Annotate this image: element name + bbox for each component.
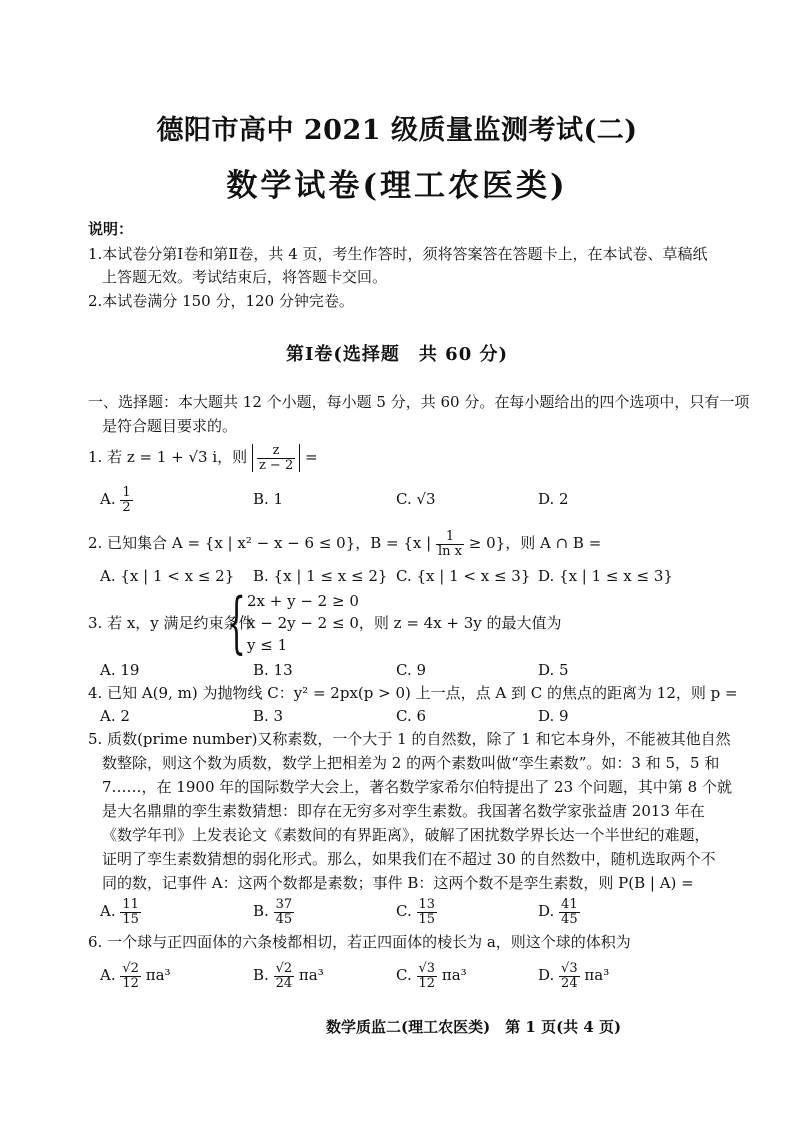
q6-option-c-den: 12 bbox=[418, 975, 436, 991]
q5-line-6: 证明了孪生素数猜想的弱化形式。那么，如果我们在不超过 30 的自然数中，随机选取两个不 bbox=[102, 850, 716, 868]
q6-option-a-tail: πa³ bbox=[145, 966, 171, 985]
q3-option-c: C. 9 bbox=[396, 661, 427, 679]
q6-option-b bbox=[253, 962, 324, 990]
notes-line-3: 2.本试卷满分 150 分，120 分钟完卷。 bbox=[88, 292, 354, 310]
q1-frac-den: z − 2 bbox=[258, 457, 294, 473]
q5-option-a-label: A. bbox=[100, 902, 116, 921]
question-6-stem: 6. 一个球与正四面体的六条棱都相切，若正四面体的棱长为 a，则这个球的体积为 bbox=[88, 933, 631, 951]
q2-frac-num: 1 bbox=[436, 530, 464, 545]
q6-option-c-tail: πa³ bbox=[441, 966, 467, 985]
q6-option-b-den: 24 bbox=[275, 975, 293, 991]
q1-abs-value bbox=[252, 444, 300, 472]
notes-heading: 说明： bbox=[88, 220, 134, 238]
q6-option-d bbox=[538, 962, 609, 990]
q6-option-c-num: √3 bbox=[418, 961, 436, 976]
q6-option-b-num: √2 bbox=[275, 961, 293, 976]
q6-option-a-label: A. bbox=[100, 966, 116, 985]
q5-option-c-num: 13 bbox=[418, 897, 436, 912]
q2-frac-den: ln x bbox=[438, 543, 462, 559]
q1-option-a-num: 1 bbox=[122, 485, 131, 500]
q6-option-c-frac bbox=[417, 962, 438, 990]
q5-option-d-label: D. bbox=[538, 902, 555, 921]
q6-option-a-num: √2 bbox=[122, 961, 139, 976]
q4-option-a: A. 2 bbox=[100, 707, 130, 725]
q6-option-b-tail: πa³ bbox=[298, 966, 324, 985]
q5-option-d-num: 41 bbox=[561, 897, 578, 912]
q5-line-7: 同的数，记事件 A：这两个数都是素数；事件 B：这两个数不是孪生素数，则 P(B | A) = bbox=[102, 874, 694, 892]
q6-option-a-den: 12 bbox=[122, 975, 139, 991]
q5-option-b bbox=[253, 898, 294, 926]
q5-option-b-den: 45 bbox=[275, 911, 293, 927]
q4-option-d: D. 9 bbox=[538, 707, 569, 725]
q5-option-d-frac bbox=[559, 898, 580, 926]
q2-stem-end: ≥ 0}，则 A ∩ B = bbox=[468, 534, 602, 553]
question-3-prefix: 3. 若 x，y 满足约束条件 bbox=[88, 614, 254, 632]
q6-option-c-label: C. bbox=[396, 966, 412, 985]
q2-option-b: B. {x | 1 ≤ x ≤ 2} bbox=[253, 567, 388, 585]
q1-stem-text: 1. 若 z = 1 + √3 i，则 bbox=[88, 448, 248, 467]
notes-line-1: 1.本试卷分第Ⅰ卷和第Ⅱ卷，共 4 页，考生作答时，须将答案答在答题卡上，在本试卷、草稿纸 bbox=[88, 245, 708, 263]
q2-option-c: C. {x | 1 < x ≤ 3} bbox=[396, 567, 531, 585]
q4-option-c: C. 6 bbox=[396, 707, 427, 725]
q1-option-a bbox=[100, 486, 133, 514]
page-footer: 数学质监二(理工农医类) 第 1 页(共 4 页) bbox=[326, 1018, 622, 1036]
exam-subtitle: 数学试卷(理工农医类) bbox=[226, 168, 568, 204]
q3-option-d: D. 5 bbox=[538, 661, 569, 679]
q1-fraction bbox=[257, 444, 295, 472]
q5-option-a bbox=[100, 898, 141, 926]
q6-option-b-label: B. bbox=[253, 966, 269, 985]
q5-option-b-label: B. bbox=[253, 902, 269, 921]
q5-line-4: 是大名鼎鼎的孪生素数猜想：即存在无穷多对孪生素数。我国著名数学家张益唐 2013 年在 bbox=[102, 802, 705, 820]
q5-option-c-den: 15 bbox=[418, 911, 436, 927]
q1-option-d: D. 2 bbox=[538, 490, 569, 508]
q6-option-d-frac bbox=[559, 962, 580, 990]
notes-line-2: 上答题无效。考试结束后，将答题卡交回。 bbox=[102, 268, 388, 286]
q5-option-a-den: 15 bbox=[122, 911, 139, 927]
q2-option-a: A. {x | 1 < x ≤ 2} bbox=[100, 567, 235, 585]
q6-option-a-frac bbox=[120, 962, 141, 990]
part1-line-2: 是符合题目要求的。 bbox=[102, 417, 238, 435]
q5-line-2: 数整除，则这个数为质数，数学上把相差为 2 的两个素数叫做“孪生素数”。如：3 和 5，5 和 bbox=[102, 754, 720, 772]
q2-fraction bbox=[436, 530, 464, 558]
q6-option-b-frac bbox=[274, 962, 295, 990]
q6-option-c bbox=[396, 962, 467, 990]
q6-option-d-label: D. bbox=[538, 966, 555, 985]
q1-option-a-den: 2 bbox=[122, 499, 131, 515]
part1-line-1: 一、选择题：本大题共 12 个小题，每小题 5 分，共 60 分。在每小题给出的四个选项中，只有一项 bbox=[88, 393, 750, 411]
q6-option-a bbox=[100, 962, 171, 990]
q1-option-a-label: A. bbox=[100, 490, 116, 509]
q5-line-5: 《数学年刊》上发表论文《素数间的有界距离》，破解了困扰数学界长达一个半世纪的难题， bbox=[102, 826, 710, 844]
exam-title: 德阳市高中 2021 级质量监测考试(二) bbox=[156, 115, 638, 146]
q1-option-a-frac bbox=[120, 486, 132, 514]
section-title: 第Ⅰ卷(选择题 共 60 分) bbox=[285, 344, 509, 365]
q5-option-c bbox=[396, 898, 437, 926]
q2-option-d: D. {x | 1 ≤ x ≤ 3} bbox=[538, 567, 673, 585]
q5-option-a-frac bbox=[120, 898, 141, 926]
q5-option-d bbox=[538, 898, 580, 926]
q1-option-c: C. √3 bbox=[396, 490, 436, 508]
q1-option-b: B. 1 bbox=[253, 490, 284, 508]
q5-option-c-frac bbox=[417, 898, 438, 926]
question-4-stem: 4. 已知 A(9, m) 为抛物线 C：y² = 2px(p > 0) 上一点，点 A 到 C 的焦点的距离为 12，则 p = bbox=[88, 684, 738, 702]
q1-stem-end: = bbox=[305, 448, 318, 467]
q2-stem-text: 2. 已知集合 A = {x | x² − x − 6 ≤ 0}，B = {x | bbox=[88, 534, 432, 553]
q1-frac-num: z bbox=[257, 444, 295, 459]
question-2-stem bbox=[88, 530, 601, 558]
q5-option-b-frac bbox=[274, 898, 295, 926]
question-1-stem bbox=[88, 444, 318, 472]
q3-constraint-1: 2x + y − 2 ≥ 0 bbox=[247, 592, 359, 610]
q6-option-d-tail: πa³ bbox=[584, 966, 610, 985]
q3-option-a: A. 19 bbox=[100, 661, 140, 679]
q5-option-a-num: 11 bbox=[122, 897, 139, 912]
q5-option-d-den: 45 bbox=[561, 911, 578, 927]
q5-option-c-label: C. bbox=[396, 902, 412, 921]
q5-line-1: 5. 质数(prime number)又称素数，一个大于 1 的自然数，除了 1 和它本身外，不能被其他自然 bbox=[88, 730, 731, 748]
q3-option-b: B. 13 bbox=[253, 661, 293, 679]
q6-option-d-den: 24 bbox=[561, 975, 578, 991]
q3-constraint-2: x − 2y − 2 ≤ 0，则 z = 4x + 3y 的最大值为 bbox=[247, 614, 562, 632]
q5-option-b-num: 37 bbox=[275, 897, 293, 912]
q6-option-d-num: √3 bbox=[561, 961, 578, 976]
q3-brace: { bbox=[227, 584, 246, 661]
q4-option-b: B. 3 bbox=[253, 707, 284, 725]
q5-line-3: 7……，在 1900 年的国际数学大会上，著名数学家希尔伯特提出了 23 个问题，其中第 8 个就 bbox=[102, 778, 732, 796]
q3-constraint-3: y ≤ 1 bbox=[247, 636, 288, 654]
